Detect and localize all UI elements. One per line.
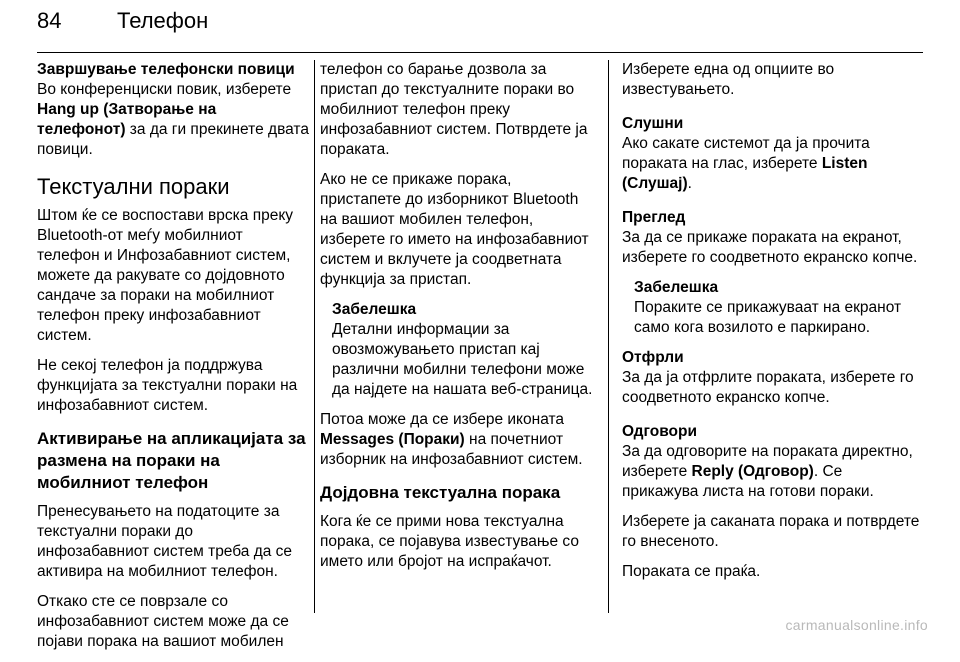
text: . [687, 175, 692, 192]
paragraph: Кога ќе се прими нова текстуална порака, се појавува известување со името или бројот на испраќачот. [320, 513, 579, 570]
watermark: carmanualsonline.info [785, 617, 928, 633]
paragraph: телефон со барање дозвола за пристап до текстуалните пораки во мобилниот телефон преку инфозабавниот систем. Потврдете ја пораката. [320, 61, 588, 158]
listen-label: Listen (Слушај) [622, 155, 868, 192]
option-title-reply: Одговори [622, 423, 698, 440]
section-title-ending-calls: Завршување телефонски повици [37, 61, 295, 78]
paragraph: Изберете ја саканата порака и потврдете го внесеното. [622, 513, 920, 550]
hang-up-label: Hang up (Затворање на телефонот) [37, 101, 217, 138]
paragraph: За да се прикаже пораката на екранот, изберете го соодветното екранско копче. [622, 229, 918, 266]
paragraph: Штом ќе се воспостави врска преку Bluetooth-от меѓу мобилниот телефон и Инфозабавниот систем, можете да ракувате со дојдовното сандаче за пораки на мобилниот телефон преку инфозабавниот систем. [37, 207, 294, 344]
page-number: 84 [37, 8, 62, 33]
paragraph-ending-calls [37, 80, 309, 160]
note-box [320, 300, 596, 400]
paragraph: Изберете една од опциите во известувањето. [622, 61, 835, 98]
text: За да одговорите на пораката директно, изберете [622, 443, 913, 480]
text: за да ги прекинете двата повици. [37, 121, 309, 158]
page-title: Телефон [117, 8, 209, 33]
column-divider-2 [608, 60, 609, 613]
note-box [622, 278, 922, 338]
messages-label: Messages (Пораки) [320, 431, 465, 448]
paragraph: Пораката се праќа. [622, 563, 761, 580]
option-title-listen: Слушни [622, 115, 684, 132]
note-title: Забелешка [634, 279, 719, 296]
header-rule [37, 52, 923, 53]
heading-text-messages: Текстуални пораки [37, 174, 230, 199]
option-title-reject: Отфрли [622, 349, 684, 366]
column-divider-1 [314, 60, 315, 613]
text: Потоа може да се избере иконата [320, 411, 565, 428]
column-2 [320, 60, 596, 582]
paragraph: Ако не се прикаже порака, пристапете до изборникот Bluetooth на вашиот мобилен телефон, изберете го името на инфозабавниот систем и вклучете ја соодветната функција за пристап. [320, 171, 589, 288]
reply-label: Reply (Одговор) [691, 463, 814, 480]
text: Во конференциски повик, изберете [37, 81, 292, 98]
column-3 [622, 60, 922, 592]
heading-activate-app: Активирање на апликацијата за размена на пораки на мобилниот телефон [37, 429, 306, 492]
paragraph [320, 410, 596, 470]
option-title-preview: Преглед [622, 209, 686, 226]
paragraph [622, 134, 922, 194]
note-text: Детални информации за овозможувањето пристап кај различни мобилни телефони може да најдете на нашата веб-страница. [332, 321, 593, 398]
paragraph: Откако сте се поврзале со инфозабавниот систем може да се појави порака на вашиот мобилен [37, 593, 289, 650]
paragraph [622, 442, 922, 502]
text: Ако сакате системот да ја прочита пораката на глас, изберете [622, 135, 870, 172]
text: на почетниот изборник на инфозабавниот систем. [320, 431, 583, 468]
paragraph: Пренесувањето на податоците за текстуални пораки до инфозабавниот систем треба да се активира на мобилниот телефон. [37, 503, 293, 580]
paragraph: Не секој телефон ја поддржува функцијата за текстуални пораки на инфозабавниот систем. [37, 357, 298, 414]
paragraph: За да ја отфрлите пораката, изберете го соодветното екранско копче. [622, 369, 914, 406]
note-text: Пораките се прикажуваат на екранот само кога возилото е паркирано. [634, 299, 902, 336]
heading-incoming-message: Дојдовна текстуална порака [320, 483, 561, 502]
note-title: Забелешка [332, 301, 417, 318]
column-1 [37, 60, 309, 662]
text: . Се прикажува листа на готови пораки. [622, 463, 874, 500]
